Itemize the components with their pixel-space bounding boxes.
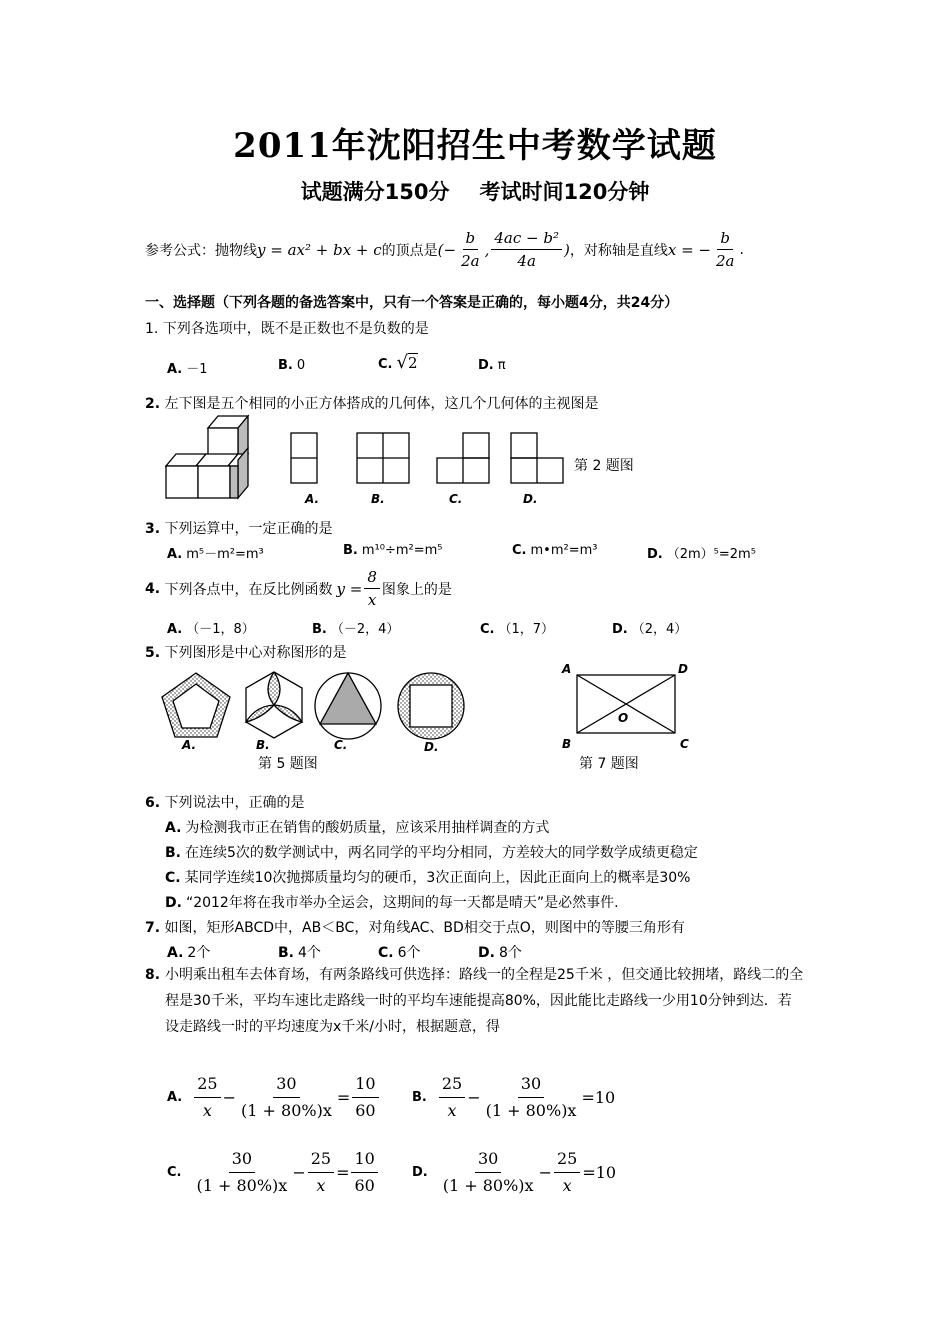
q7-rectangle-figure [576,674,678,736]
q1-option-d: D. π [478,358,506,373]
q7-option-d: D. 8个 [478,945,522,961]
q2-view-c [436,432,492,486]
q8-option-a: A. $\frac{25}{x}$ − $\frac{30}{(1 + 80\%)x}$ = $\frac{10}{60}$ [167,1072,381,1123]
q6-option-b: B. 在连续5次的数学测试中，两名同学的平均分相同，方差较大的同学数学成绩更稳定 [165,845,698,861]
q8-option-d: D. $\frac{30}{(1 + 80\%)x}$ − $\frac{25}{x}$ = 10 [412,1149,617,1195]
q2-caption: 第 2 题图 [574,458,634,474]
question-6: 6. 下列说法中，正确的是 [145,795,305,811]
q2-view-d [510,432,566,486]
q8-option-c: C. $\frac{30}{(1 + 80\%)x}$ − $\frac{25}{x}$ = $\frac{10}{60}$ [167,1147,380,1198]
section-heading: 一、选择题（下列各题的备选答案中，只有一个答案是正确的，每小题4分，共24分） [145,295,679,311]
point-b-label: B [562,737,572,751]
q2-view-a [290,432,320,486]
q2-label-d: D. [523,492,538,506]
q6-option-a: A. 为检测我市正在销售的酸奶质量，应该采用抽样调查的方式 [165,820,550,836]
q1-option-b: B. 0 [278,358,306,373]
q5-caption: 第 5 题图 [258,756,318,772]
paper-subtitle [0,176,950,206]
question-3: 3. 下列运算中，一定正确的是 [145,521,333,537]
question-5: 5. 下列图形是中心对称图形的是 [145,645,347,661]
q4-option-b: B. （－2，4） [312,622,400,637]
q6-option-d: D. “2012年将在我市举办全运会，这期间的每一天都是晴天”是必然事件. [165,895,619,911]
question-1: 1. 下列各选项中，既不是正数也不是负数的是 [145,321,429,337]
vertex-comma: , [484,240,490,259]
q5-label-b: B. [256,738,270,752]
q2-view-b [356,432,412,486]
score-info: 试题满分150分 [300,180,450,204]
point-d-label: D [678,662,688,676]
q8-number: 8. [145,967,161,983]
q2-solid-figure [162,412,254,504]
axis-text: ，对称轴是直线 [569,242,668,259]
formula-end: . [739,241,744,258]
question-8: 小明乘出租车去体育场，有两条路线可供选择：路线一的全程是25千米 ，但交通比较拥堵，路线二的全程是30千米，平均车速比走路线一时的平均车速能提高80%，因此能比走路线一少用10分钟到达．若设走路线一时的平均速度为x千米/小时，根据题意，得 [165,967,804,1035]
reference-formula [145,228,744,271]
vertex-close: ) [563,240,570,259]
q7-option-c: C. 6个 [378,945,421,961]
q5-shape-a [162,673,230,737]
question-7: 7. 如图，矩形ABCD中，AB＜BC，对角线AC、BD相交于点O，则图中的等腰三角形有 [145,920,685,936]
q5-shape-d [398,673,464,739]
q7-option-a: A. 2个 [167,945,211,961]
q8-option-b: B. $\frac{25}{x}$ − $\frac{30}{(1 + 80\%)x}$ = 10 [412,1074,616,1120]
q3-option-a: A. m⁵－m²=m³ [167,547,264,562]
vertex-y-frac: $\frac{\text{4ac − b²}}{4a}$ [491,228,562,271]
q5-label-a: A. [182,738,197,752]
q2-label-c: C. [449,492,463,506]
q5-label-d: D. [424,740,439,754]
q3-option-d: D. （2m）⁵=2m⁵ [647,547,756,562]
q6-option-c: C. 某同学连续10次抛掷质量均匀的硬币，3次正面向上，因此正面向上的概率是30% [165,870,691,886]
point-a-label: A [562,662,572,676]
vertex-text: 的顶点是 [381,242,438,259]
point-c-label: C [680,737,689,751]
vertex-x-frac: $\frac{b}{2a}$ [461,229,480,270]
q2-label-a: A. [305,492,320,506]
parabola-eq: y = ax² + bx + c [257,240,382,259]
question-4: 4. 下列各点中，在反比例函数 y = $\frac{8}{x}$ 图象上的是 [145,568,452,609]
q1-option-c: C. √2 [378,352,418,373]
q4-option-c: C. （1，7） [480,622,555,637]
q5-shape-b [246,672,302,738]
q5-shapes [160,670,560,744]
paper-title: 2011年沈阳招生中考数学试题 [233,126,717,166]
question-2: 2. 左下图是五个相同的小正方体搭成的几何体，这几个几何体的主视图是 [145,396,599,412]
vertex-open: (− [437,240,457,259]
q4-fraction: $\frac{8}{x}$ [364,567,380,610]
q5-label-c: C. [334,738,348,752]
axis-frac: $\frac{b}{2a}$ [715,229,735,270]
q2-label-b: B. [371,492,385,506]
q1-option-a: A. －1 [167,362,208,377]
point-o-label: O [618,711,629,725]
axis-lhs: x = − [667,240,711,259]
time-info: 考试时间120分钟 [479,180,650,204]
q4-option-d: D. （2，4） [612,622,688,637]
q3-option-b: B. m¹⁰÷m²=m⁵ [343,543,443,558]
q5-shape-c [315,673,381,739]
q3-option-c: C. m•m²=m³ [512,543,598,558]
q4-option-a: A. （－1，8） [167,622,255,637]
q7-caption: 第 7 题图 [579,756,639,772]
formula-prefix: 参考公式：抛物线 [145,242,257,259]
q7-option-b: B. 4个 [278,945,321,961]
